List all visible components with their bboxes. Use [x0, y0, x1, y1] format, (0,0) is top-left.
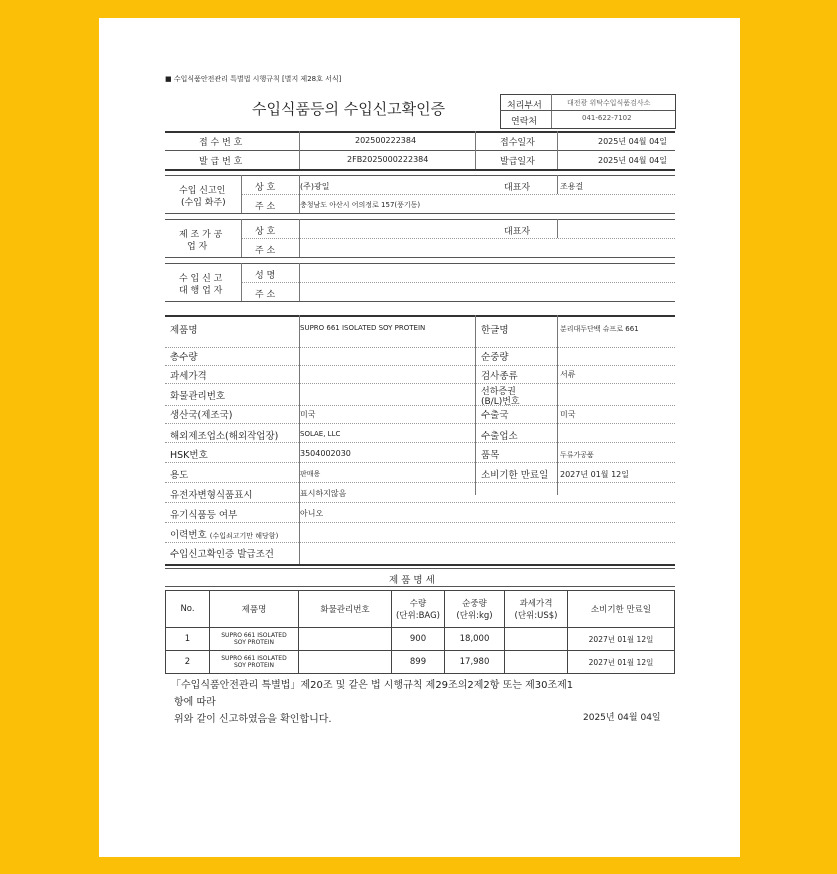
importer-name-label: 상 호	[255, 183, 276, 193]
certificate-page	[99, 18, 740, 857]
issue-date: 2025년 04월 04일	[598, 156, 667, 165]
bl-label-2: (B/L)번호	[481, 397, 520, 407]
cargo-no-label: 화물관리번호	[170, 391, 226, 402]
export-country: 미국	[560, 410, 576, 419]
row-no: 1	[166, 628, 210, 651]
total-qty-label: 총수량	[170, 352, 198, 363]
agent-addr-label: 주 소	[255, 290, 276, 300]
row-price	[505, 628, 568, 651]
importer-addr-label: 주 소	[255, 202, 276, 212]
col-expiry: 소비기한 만료일	[568, 591, 675, 628]
agent-section-label-1: 수 입 신 고	[179, 274, 223, 284]
use-label: 용도	[170, 470, 189, 481]
organic-label: 유기식품등 여부	[170, 510, 238, 521]
manufacturer-section-label-1: 제 조 가 공	[179, 230, 223, 240]
row-net: 17,980	[445, 651, 505, 674]
product-name-label: 제품명	[170, 325, 198, 336]
col-qty-line1: 수량	[409, 599, 427, 609]
exporter-label: 수출업소	[481, 431, 518, 442]
row-expiry: 2027년 01월 12일	[568, 651, 675, 674]
table-row	[166, 628, 675, 651]
row-expiry: 2027년 01월 12일	[568, 628, 675, 651]
manufacturer-name-label: 상 호	[255, 227, 276, 237]
trace-label	[170, 527, 278, 541]
importer-name: (주)광일	[300, 182, 330, 191]
hsk: 3504002030	[300, 449, 351, 458]
items-table-header	[166, 591, 675, 628]
table-row	[166, 651, 675, 674]
agent-name-label: 성 명	[255, 271, 276, 281]
footer-line1: 「수입식품안전관리 특별법」제20조 및 같은 법 시행규칙 제29조의2제2항 또는 제30조제1	[171, 680, 574, 691]
importer-section-label-2: (수입 화주)	[181, 198, 226, 208]
trace-note: (수입쇠고기만 해당함)	[209, 532, 279, 540]
receipt-date: 2025년 04월 04일	[598, 137, 667, 146]
col-price-line2: (단위:US$)	[514, 611, 558, 621]
inspection-type-label: 검사종류	[481, 371, 518, 382]
inspection-type: 서류	[560, 370, 576, 379]
law-reference-text: 수입식품안전관리 특별법 시행규칙 [별지 제28호 서식]	[173, 75, 342, 83]
net-weight-label: 순중량	[481, 352, 509, 363]
row-qty: 900	[392, 628, 445, 651]
manufacturer-rep-label: 대표자	[504, 227, 531, 237]
col-cargo: 화물관리번호	[299, 591, 392, 628]
receipt-no: 202500222384	[355, 136, 417, 145]
office-label: 처리부서	[507, 101, 542, 111]
receipt-no-label: 접 수 번 호	[199, 138, 243, 148]
col-price-line1: 과세가격	[519, 599, 553, 609]
issue-no: 2FB2025000222384	[347, 155, 429, 164]
col-net	[445, 591, 505, 628]
row-price	[505, 651, 568, 674]
gmo: 표시하지않음	[300, 489, 347, 498]
col-net-line2: (단위:kg)	[456, 611, 493, 621]
korean-name-label: 한글명	[481, 325, 509, 336]
expiry: 2027년 01월 12일	[560, 470, 629, 479]
issue-no-label: 발 급 번 호	[199, 157, 243, 167]
gmo-label: 유전자변형식품표시	[170, 490, 253, 501]
row-product-line1: SUPRO 661 ISOLATED	[221, 632, 287, 639]
export-country-label: 수출국	[481, 410, 509, 421]
footer-date: 2025년 04월 04일	[583, 713, 661, 723]
receipt-date-label: 접수일자	[500, 138, 535, 148]
product-name: SUPRO 661 ISOLATED SOY PROTEIN	[300, 324, 426, 332]
issue-date-label: 발급일자	[500, 157, 535, 167]
importer-addr: 충청남도 아산시 어의정로 157(풍기동)	[300, 201, 421, 209]
origin: 미국	[300, 410, 316, 419]
col-qty-line2: (단위:BAG)	[395, 611, 440, 621]
law-reference: ■ 수입식품안전관리 특별법 시행규칙 [별지 제28호 서식]	[165, 75, 342, 83]
trace-label-text: 이력번호	[170, 530, 207, 541]
condition-label: 수입신고확인증 발급조건	[170, 549, 274, 560]
hsk-label: HSK번호	[170, 450, 208, 461]
row-product-line1: SUPRO 661 ISOLATED	[221, 655, 287, 662]
col-no: No.	[166, 591, 210, 628]
overseas-mfr: SOLAE, LLC	[300, 430, 341, 438]
importer-rep: 조용걸	[560, 182, 584, 191]
row-product	[210, 651, 299, 674]
document-title: 수입식품등의 수입신고확인증	[252, 100, 446, 118]
row-product-line2: SOY PROTEIN	[234, 639, 274, 646]
korean-name: 분리대두단백 슈프로 661	[560, 325, 639, 333]
row-qty: 899	[392, 651, 445, 674]
row-net: 18,000	[445, 628, 505, 651]
office-value: 대전광 위탁수입식품검사소	[567, 99, 651, 107]
organic: 아니오	[300, 509, 324, 518]
importer-rep-label: 대표자	[504, 183, 531, 193]
footer-line2: 항에 따라	[174, 697, 216, 708]
use: 판매용	[300, 470, 321, 478]
footer-line3: 위와 같이 신고하였음을 확인합니다.	[174, 714, 332, 725]
row-product-line2: SOY PROTEIN	[234, 662, 274, 669]
col-product: 제품명	[210, 591, 299, 628]
row-no: 2	[166, 651, 210, 674]
importer-section-label-1: 수입 신고인	[179, 186, 226, 196]
row-cargo	[299, 628, 392, 651]
expiry-label: 소비기한 만료일	[481, 470, 549, 481]
overseas-mfr-label: 해외제조업소(해외작업장)	[170, 431, 279, 442]
col-net-line1: 순중량	[462, 599, 487, 609]
contact-value: 041-622-7102	[582, 114, 632, 122]
row-product	[210, 628, 299, 651]
manufacturer-addr-label: 주 소	[255, 246, 276, 256]
bl-label-1: 선하증권	[481, 387, 516, 397]
contact-label: 연락처	[511, 117, 538, 127]
agent-section-label-2: 대 행 업 자	[179, 286, 223, 296]
col-qty	[392, 591, 445, 628]
col-price	[505, 591, 568, 628]
tax-price-label: 과세가격	[170, 371, 207, 382]
origin-label: 생산국(제조국)	[170, 410, 233, 421]
item-label: 품목	[481, 450, 500, 461]
items-table	[165, 590, 675, 674]
item: 두류가공품	[560, 451, 594, 459]
manufacturer-section-label-2: 업 자	[187, 242, 208, 252]
items-section-title: 제 품 명 세	[389, 575, 435, 586]
row-cargo	[299, 651, 392, 674]
